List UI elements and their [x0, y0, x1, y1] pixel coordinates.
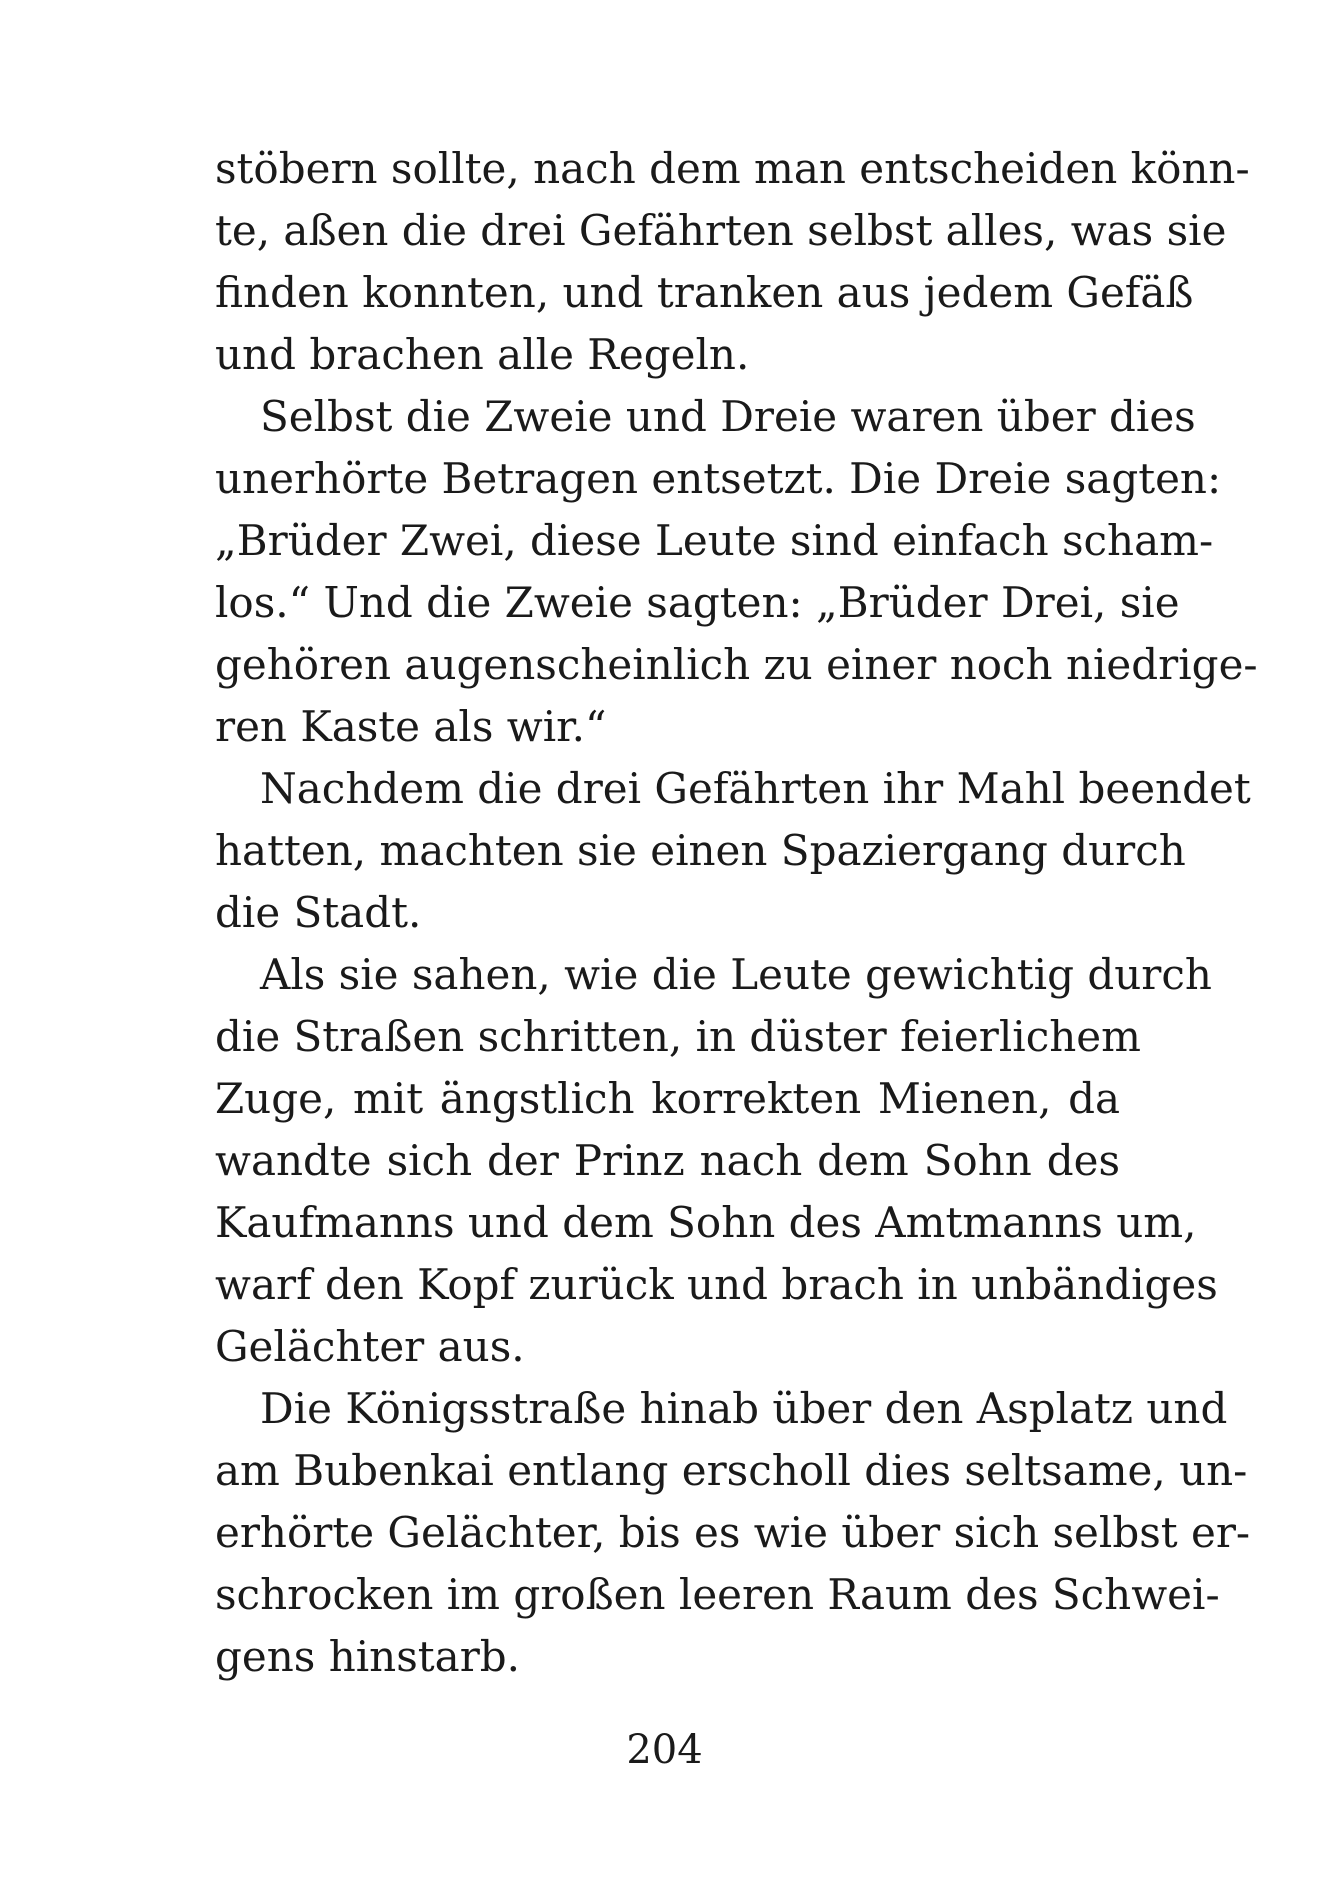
text-line: die Stadt.	[215, 888, 422, 937]
text-line: finden konnten, und tranken aus jedem Gefäß	[215, 268, 1194, 317]
text-line: los.“ Und die Zweie sagten: „Brüder Drei, sie	[215, 578, 1180, 627]
text-line: wandte sich der Prinz nach dem Sohn des	[215, 1136, 1120, 1185]
text-line: Selbst die Zweie und Dreie waren über dies	[260, 392, 1196, 441]
body-text	[215, 138, 1258, 1688]
text-line: und brachen alle Regeln.	[215, 330, 750, 379]
text-line: hatten, machten sie einen Spaziergang durch	[215, 826, 1186, 875]
text-line: Kaufmanns und dem Sohn des Amtmanns um,	[215, 1198, 1197, 1247]
text-line: Die Königsstraße hinab über den Asplatz und	[260, 1384, 1228, 1433]
text-line: Gelächter aus.	[215, 1322, 525, 1371]
page-number: 204	[626, 1727, 703, 1773]
text-line: Nachdem die drei Gefährten ihr Mahl beendet	[260, 764, 1251, 813]
text-line: ren Kaste als wir.“	[215, 702, 607, 751]
text-line: „Brüder Zwei, diese Leute sind einfach scham-	[215, 516, 1214, 565]
text-line: stöbern sollte, nach dem man entscheiden könn-	[215, 144, 1250, 193]
text-line: te, aßen die drei Gefährten selbst alles, was sie	[215, 206, 1227, 255]
text-line: unerhörte Betragen entsetzt. Die Dreie sagten:	[215, 454, 1222, 503]
text-line: schrocken im großen leeren Raum des Schwei-	[215, 1570, 1220, 1619]
text-line: warf den Kopf zurück und brach in unbändiges	[215, 1260, 1218, 1309]
text-line: gens hinstarb.	[215, 1632, 521, 1681]
text-line: Als sie sahen, wie die Leute gewichtig durch	[260, 950, 1212, 999]
text-line: gehören augenscheinlich zu einer noch niedrige-	[215, 640, 1258, 689]
text-line: erhörte Gelächter, bis es wie über sich selbst er-	[215, 1508, 1251, 1557]
text-line: am Bubenkai entlang erscholl dies seltsame, un-	[215, 1446, 1248, 1495]
text-line: Zuge, mit ängstlich korrekten Mienen, da	[215, 1074, 1120, 1123]
text-line: die Straßen schritten, in düster feierlichem	[215, 1012, 1141, 1061]
